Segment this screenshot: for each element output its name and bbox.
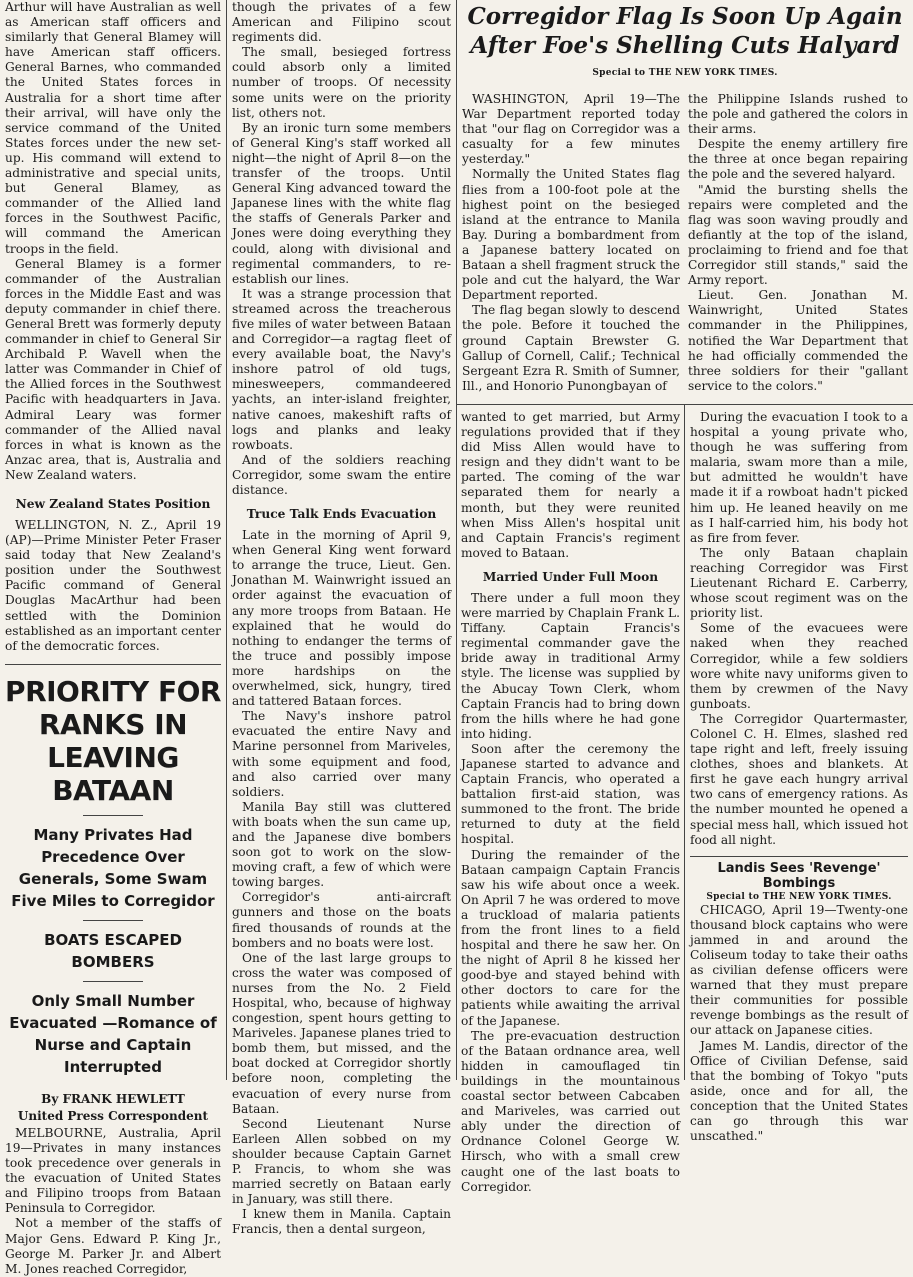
- hospital-paragraph: During the evacuation I took to a hospital a young private who, though he was suffering from malaria, swam more than a mile, but admitted he wouldn't have made it if a rowboat hadn't picked him up. He leaned heavily on me as I half-carried him, his body hot as fire from fever.: [690, 410, 908, 545]
- deck-small-number: Only Small Number Evacuated —Romance of Nurse and Captain Interrupted: [9, 991, 217, 1076]
- flag-paragraph-1: WASHINGTON, April 19—The War Department reported today that "our flag on Corregidor was a casualty for a few minutes yesterday.": [462, 92, 680, 167]
- byline-affiliation: United Press Correspondent: [17, 1108, 209, 1123]
- manila-bay-paragraph: Manila Bay still was cluttered with boats when the sun came up, and the Japanese dive bombers soon got to work on the slow-moving craft, a few of which were towing barges.: [232, 799, 451, 890]
- landis-paragraph-2: James M. Landis, director of the Office of Civilian Defense, said that the bombing of Tokyo "puts aside, once and for all, the conception that the United States can go through this war unscathed.": [690, 1038, 908, 1144]
- anti-aircraft-paragraph: Corregidor's anti-aircraft gunners and those on the boats fired thousands of rounds at the bombers and no boats were lost.: [232, 890, 451, 950]
- flag-article-header: [462, 0, 908, 100]
- procession-paragraph: It was a strange procession that streamed across the treacherous five miles of water between Bataan and Corregidor—a ragtag fleet of every available boat, the Navy's inshore patrol of old tugs, minesweepers, commandeered yachts, an inter-island freighter, native canoes, makeshift rafts of logs and planks and leaky rowboats.: [232, 286, 451, 452]
- fortress-paragraph: The small, besieged fortress could absorb only a limited number of troops. Of necessity some units were on the priority list, others not.: [232, 45, 451, 120]
- blamey-paragraph-1: Arthur will have Australian as well as American staff officers and similarly that General Blamey will have American staff officers. General Barnes, who commanded the United States forces in Australia for a short time after their arrival, will have only the service command of the United States forces under the new set-up. His command will extend to administrative and special units, but General Blamey, as commander of the Allied land forces in the Southwest Pacific, will command the American troops in the field.: [5, 0, 221, 256]
- married-paragraph: wanted to get married, but Army regulations provided that if they did Miss Allen would have to resign and they didn't want to be parted. The coming of the war separated them for nearly a month, but they were reunited when Miss Allen's hospital unit and Captain Francis's regiment moved to Bataan.: [461, 410, 680, 560]
- flag-paragraph-3: The flag began slowly to descend the pole. Before it touched the ground Captain Brewster G. Gallup of Cornell, Calif.; Technical Sergeant Ezra R. Smith of Sumner, Ill., and Honorio Punongbayan of: [462, 303, 680, 393]
- flag-article-column-a: [462, 92, 680, 403]
- melbourne-paragraph: MELBOURNE, Australia, April 19—Privates in many instances took precedence over generals in the evacuation of United States and Filipino troops from Bataan Peninsula to Corregidor.: [5, 1125, 221, 1216]
- new-zealand-paragraph: WELLINGTON, N. Z., April 19 (AP)—Prime Minister Peter Fraser said today that New Zealand's position under the Southwest Pacific command of General Douglas MacArthur had been settled with the Dominion established as an important center of the democratic forces.: [5, 518, 221, 653]
- article-separator-rule: [5, 664, 221, 665]
- privates-paragraph: though the privates of a few American and Filipino scout regiments did.: [232, 0, 451, 45]
- landis-headline: Landis Sees 'Revenge' Bombings: [717, 860, 881, 891]
- chaplain-paragraph: There under a full moon they were married by Chaplain Frank L. Tiffany. Captain Francis's regimental commander gave the bride away in traditional Army style. The license was supplied by the Abucay Town Clerk, whom Captain Francis had to bring down from the hills where he had gone into hiding.: [461, 590, 680, 741]
- column-rule-3: [684, 405, 685, 1080]
- priority-headline: PRIORITY FOR RANKS IN LEAVING BATAAN: [5, 674, 221, 807]
- deck-separator: [83, 981, 143, 982]
- column-4: [690, 410, 908, 1144]
- flag-paragraph-4: the Philippine Islands rushed to the pole and gathered the colors in their arms.: [688, 92, 908, 137]
- flag-headline: Corregidor Flag Is Soon Up Again After Foe's Shelling Cuts Halyard: [467, 3, 903, 59]
- landis-special-credit: Special to THE NEW YORK TIMES.: [706, 891, 892, 902]
- quartermaster-paragraph: The Corregidor Quartermaster, Colonel C. H. Elmes, slashed red tape right and left, freely issuing clothes, shoes and blankets. At first he gave each hungry arrival two cans of emergency rations. As the number mounted he opened a special mess hall, which issued hot food all night.: [690, 711, 908, 847]
- flag-article-column-b: [688, 92, 908, 403]
- swam-paragraph: And of the soldiers reaching Corregidor, some swam the entire distance.: [232, 452, 451, 497]
- ordnance-paragraph: The pre-evacuation destruction of the Bataan ordnance area, well hidden in camouflaged tin buildings in the mountainous coastal sector between Cabcaben and Mariveles, was carried out ably under the direction of Ordnance Colonel George W. Hirsch, who with a small crew caught one of the last boats to Corregidor.: [461, 1028, 680, 1194]
- column-rule-2: [456, 0, 457, 1080]
- nurses-paragraph: One of the last large groups to cross the water was composed of nurses from the No. 2 Field Hospital, who, because of highway congestion, spent hours getting to Mariveles. Japanese planes tried to bomb them, but missed, and the boat docked at Corregidor shortly before noon, completing the evacuation of every nurse from Bataan.: [232, 950, 451, 1116]
- deck-separator: [83, 920, 143, 921]
- flag-article-bottom-rule: [457, 404, 913, 405]
- column-1: [5, 0, 221, 1276]
- manila-paragraph: I knew them in Manila. Captain Francis, then a dental surgeon,: [232, 1207, 451, 1237]
- flag-paragraph-2: Normally the United States flag flies from a 100-foot pole at the highest point on the besieged island at the entrance to Manila Bay. During a bombardment from a Japanese battery located on Bataan a shell fragment struck the pole and cut the halyard, the War Department reported.: [462, 167, 680, 303]
- evacuees-paragraph: Some of the evacuees were naked when they reached Corregidor, while a few soldiers wore white navy uniforms given to them by crewmen of the Navy gunboats.: [690, 621, 908, 711]
- deck-boats-escaped: BOATS ESCAPED BOMBERS: [44, 930, 182, 971]
- staffs-paragraph: Not a member of the staffs of Major Gens. Edward P. King Jr., George M. Parker Jr. and Albert M. Jones reached Corregidor,: [5, 1216, 221, 1276]
- flag-paragraph-5: Despite the enemy artillery fire the three at once began repairing the pole and the severed halyard.: [688, 137, 908, 182]
- new-zealand-subhead: New Zealand States Position: [15, 497, 211, 511]
- column-3: [461, 410, 680, 1194]
- deck-separator: [83, 815, 143, 816]
- blamey-paragraph-2: General Blamey is a former commander of the Australian forces in the Middle East and was deputy commander in chief there. General Brett was formerly deputy commander in chief to General Sir Archibald P. Wavell when the latter was Commander in Chief of the Allied forces in the Southwest Pacific with headquarters in Java. Admiral Leary was former commander of the Allied naval forces in what is known as the Anzac area, that is, Australia and New Zealand waters.: [5, 256, 221, 482]
- staff-paragraph: By an ironic turn some members of General King's staff worked all night—the night of April 8—on the transfer of the troops. Until General King advanced toward the Japanese lines with the white flag the staffs of Generals Parker and Jones were doing everything they could, along with divisional and regimental commanders, to re-establish our lines.: [232, 120, 451, 286]
- navy-paragraph: The Navy's inshore patrol evacuated the entire Navy and Marine personnel from Mariveles, with some equipment and food, and also carried over many soldiers.: [232, 709, 451, 799]
- truce-subhead: Truce Talk Ends Evacuation: [246, 507, 437, 522]
- flag-paragraph-6: "Amid the bursting shells the repairs were completed and the flag was soon waving proudly and defiantly at the top of the island, proclaiming to friend and foe that Corregidor still stands," said the Army report.: [688, 182, 908, 288]
- earleen-allen-paragraph: Second Lieutenant Nurse Earleen Allen sobbed on my shoulder because Captain Garnet P. Francis, to whom she was married secretly on Bataan early in January, was still there.: [232, 1116, 451, 1207]
- landis-separator-rule: [690, 856, 908, 857]
- column-2: [232, 0, 451, 1237]
- deck-many-privates: Many Privates Had Precedence Over Generals, Some Swam Five Miles to Corregidor: [11, 825, 215, 910]
- full-moon-subhead: Married Under Full Moon: [482, 569, 659, 584]
- byline-author: By FRANK HEWLETT: [41, 1091, 185, 1106]
- chaplain-carberry-paragraph: The only Bataan chaplain reaching Corregidor was First Lieutenant Richard E. Carberry, whose scout regiment was on the priority list.: [690, 545, 908, 621]
- truce-paragraph: Late in the morning of April 9, when General King went forward to arrange the truce, Lieut. Gen. Jonathan M. Wainwright issued an order against the evacuation of any more troops from Bataan. He explained that he would do nothing to endanger the terms of the truce and possibly impose more hardships on the overwhelmed, sick, hungry, tired and tattered Bataan forces.: [232, 528, 451, 709]
- column-rule-1: [226, 0, 227, 1080]
- flag-paragraph-7: Lieut. Gen. Jonathan M. Wainwright, United States commander in the Philippines, notified the War Department that he had officially commended the three soldiers for their "gallant service to the colors.": [688, 288, 908, 393]
- landis-paragraph-1: CHICAGO, April 19—Twenty-one thousand block captains who were jammed in and around the Coliseum today to take their oaths as civilian defense officers were warned that they must prepare their communities for possible revenge bombings as the result of our attack on Japanese cities.: [690, 902, 908, 1038]
- flag-special-credit: Special to THE NEW YORK TIMES.: [592, 68, 778, 78]
- campaign-paragraph: During the remainder of the Bataan campaign Captain Francis saw his wife about once a week. On April 7 he was ordered to move a truckload of malaria patients from the front lines to a field hospital and there he saw her. On the night of April 8 he kissed her good-bye and stayed behind with other doctors to care for the patients while awaiting the arrival of the Japanese.: [461, 847, 680, 1028]
- ceremony-paragraph: Soon after the ceremony the Japanese started to advance and Captain Francis, who operated a battalion first-aid station, was summoned to the front. The bride returned to duty at the field hospital.: [461, 741, 680, 847]
